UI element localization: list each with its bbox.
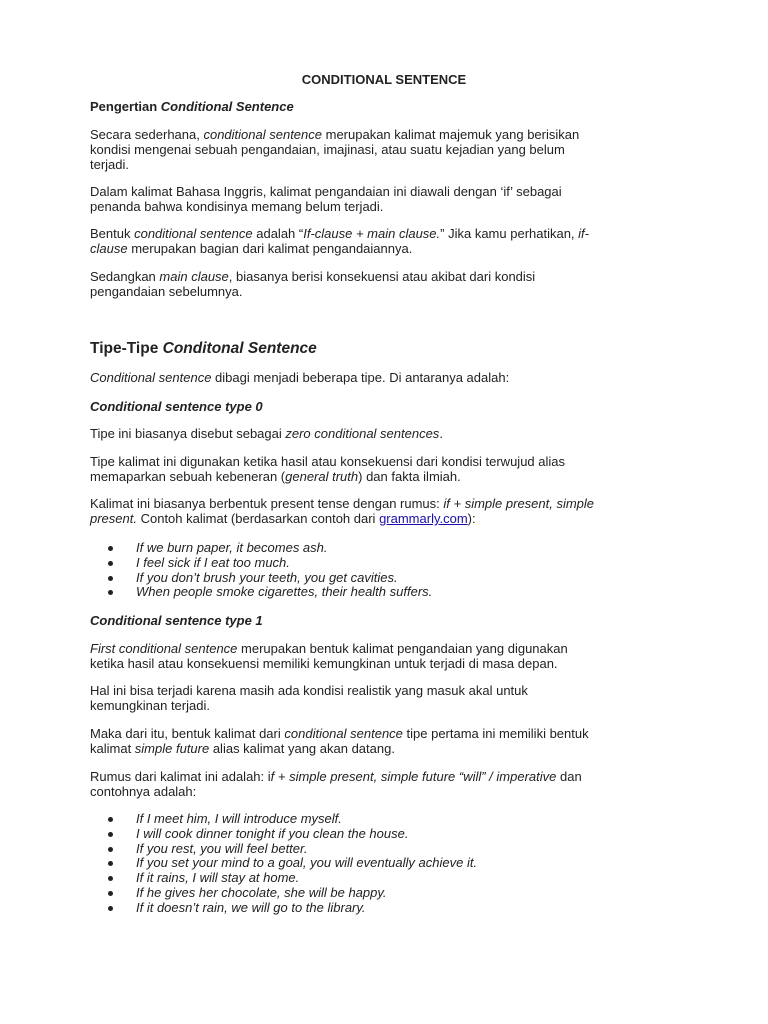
- bullet-icon: [108, 906, 113, 911]
- text-italic: Conditional sentence type 0: [90, 399, 263, 414]
- text: alias kalimat yang akan datang.: [209, 741, 395, 756]
- text: , biasanya berisi konsekuensi atau akibat dari kondisi: [228, 269, 536, 284]
- text-italic: conditional sentence: [134, 226, 253, 241]
- bullet-icon: [108, 546, 113, 551]
- text: Maka dari itu, bentuk kalimat dari: [90, 726, 285, 741]
- section-heading-pengertian: [90, 100, 294, 115]
- example-text: If you set your mind to a goal, you will eventually achieve it.: [136, 855, 478, 871]
- grammarly-link[interactable]: grammarly.com: [379, 511, 468, 526]
- examples-list-type-0: [108, 541, 432, 600]
- bullet-icon: [108, 561, 113, 566]
- example-text: When people smoke cigarettes, their health suffers.: [136, 584, 433, 600]
- paragraph-line: terjadi.: [90, 157, 130, 172]
- paragraph-line: [90, 727, 589, 742]
- paragraph-line: penanda bahwa kondisinya memang belum terjadi.: [90, 199, 384, 214]
- text: Secara sederhana,: [90, 127, 204, 142]
- example-text: If I meet him, I will introduce myself.: [136, 811, 342, 826]
- text: Bentuk: [90, 226, 135, 241]
- text: merupakan kalimat majemuk yang berisikan: [322, 127, 580, 142]
- text: merupakan bagian dari kalimat pengandaiannya.: [127, 241, 413, 256]
- list-item: [108, 556, 432, 571]
- bullet-icon: [108, 847, 113, 852]
- paragraph-line: ketika hasil atau konsekuensi memiliki kemungkinan untuk terjadi di masa depan.: [90, 656, 558, 671]
- list-item: [108, 541, 432, 556]
- paragraph-line: [90, 242, 412, 257]
- text: ” Jika kamu perhatikan,: [440, 226, 579, 241]
- text: .: [439, 426, 443, 441]
- text-italic: present.: [90, 511, 137, 526]
- text: merupakan bentuk kalimat pengandaian yang digunakan: [237, 641, 568, 656]
- heading-text-italic: Conditonal Sentence: [162, 340, 317, 357]
- example-text: If we burn paper, it becomes ash.: [136, 540, 328, 555]
- paragraph-line: Tipe kalimat ini digunakan ketika hasil atau konsekuensi dari kondisi terwujud alias: [90, 454, 566, 469]
- text: kalimat: [90, 741, 135, 756]
- heading-text: Pengertian: [90, 99, 161, 114]
- paragraph-line: [90, 512, 476, 527]
- text: ):: [467, 511, 476, 526]
- bullet-icon: [108, 576, 113, 581]
- subheading-type-1: [90, 614, 263, 629]
- bullet-icon: [108, 876, 113, 881]
- list-item: [108, 571, 432, 586]
- paragraph-line: kemungkinan terjadi.: [90, 698, 210, 713]
- paragraph-line: [90, 371, 509, 386]
- text-italic: conditional sentence: [203, 127, 322, 142]
- list-item: [108, 827, 477, 842]
- list-item: [108, 871, 477, 886]
- text: Kalimat ini biasanya berbentuk present tense dengan rumus:: [90, 496, 444, 511]
- list-item: [108, 585, 432, 600]
- text: Rumus dari kalimat ini adalah: i: [90, 769, 271, 784]
- example-text: If it rains, I will stay at home.: [136, 870, 300, 886]
- paragraph-line: [90, 427, 443, 442]
- paragraph-line: [90, 470, 461, 485]
- paragraph-line: Hal ini bisa terjadi karena masih ada kondisi realistik yang masuk akal untuk: [90, 683, 528, 698]
- bullet-icon: [108, 590, 113, 595]
- example-text: If you rest, you will feel better.: [136, 840, 308, 856]
- paragraph-line: [90, 270, 535, 285]
- paragraph-line: [90, 227, 589, 242]
- text: dan: [556, 769, 582, 784]
- heading-text: Tipe-Tipe: [90, 340, 163, 357]
- text: Contoh kalimat (berdasarkan contoh dari: [136, 511, 380, 526]
- text: tipe pertama ini memiliki bentuk: [402, 726, 589, 741]
- example-text: If you don’t brush your teeth, you get cavities.: [136, 569, 398, 585]
- list-item: [108, 856, 477, 871]
- bullet-icon: [108, 817, 113, 822]
- paragraph-line: pengandaian sebelumnya.: [90, 284, 243, 299]
- paragraph-line: contohnya adalah:: [90, 784, 197, 799]
- example-text: If he gives her chocolate, she will be happy.: [136, 884, 387, 900]
- list-item: [108, 886, 477, 901]
- paragraph-line: kondisi mengenai sebuah pengandaian, imajinasi, atau suatu kejadian yang belum: [90, 142, 565, 157]
- text: memaparkan sebuah kebeneran (: [90, 469, 286, 484]
- list-item: [108, 812, 477, 827]
- paragraph-line: Dalam kalimat Bahasa Inggris, kalimat pengandaian ini diawali dengan ‘if’ sebagai: [90, 184, 562, 199]
- example-text: If it doesn’t rain, we will go to the library.: [136, 899, 366, 915]
- text-italic: If-clause + main clause.: [303, 226, 441, 241]
- text-italic: Conditional sentence: [90, 370, 212, 385]
- page-title: CONDITIONAL SENTENCE: [301, 72, 467, 87]
- list-item: [108, 842, 477, 857]
- bullet-icon: [108, 832, 113, 837]
- text: dibagi menjadi beberapa tipe. Di antaranya adalah:: [211, 370, 510, 385]
- paragraph-line: [90, 770, 582, 785]
- text: Tipe ini biasanya disebut sebagai: [90, 426, 286, 441]
- text-italic: zero conditional sentences: [285, 426, 440, 441]
- text-italic: clause: [90, 241, 128, 256]
- paragraph-line: [90, 742, 395, 757]
- example-text: I feel sick if I eat too much.: [136, 554, 290, 570]
- bullet-icon: [108, 861, 113, 866]
- bullet-icon: [108, 891, 113, 896]
- text-italic: Conditional sentence type 1: [90, 613, 263, 628]
- paragraph-line: [90, 497, 594, 512]
- text: Sedangkan: [90, 269, 160, 284]
- example-text: I will cook dinner tonight if you clean the house.: [136, 825, 409, 841]
- text-italic: if + simple present, simple: [443, 496, 595, 511]
- list-item: [108, 901, 477, 916]
- section-heading-tipe: [90, 340, 317, 358]
- heading-text-italic: Conditional Sentence: [160, 99, 294, 114]
- text-italic: simple future: [134, 741, 210, 756]
- text-italic: f + simple present, simple future “will” / imperative: [270, 769, 557, 784]
- text: ) dan fakta ilmiah.: [358, 469, 461, 484]
- paragraph-line: [90, 642, 568, 657]
- examples-list-type-1: [108, 812, 477, 916]
- text-italic: general truth: [285, 469, 359, 484]
- subheading-type-0: [90, 400, 263, 415]
- text-italic: if-: [578, 226, 590, 241]
- text-italic: conditional sentence: [284, 726, 403, 741]
- text: adalah “: [252, 226, 304, 241]
- text-italic: main clause: [159, 269, 229, 284]
- text-italic: First conditional sentence: [90, 641, 238, 656]
- paragraph-line: [90, 128, 579, 143]
